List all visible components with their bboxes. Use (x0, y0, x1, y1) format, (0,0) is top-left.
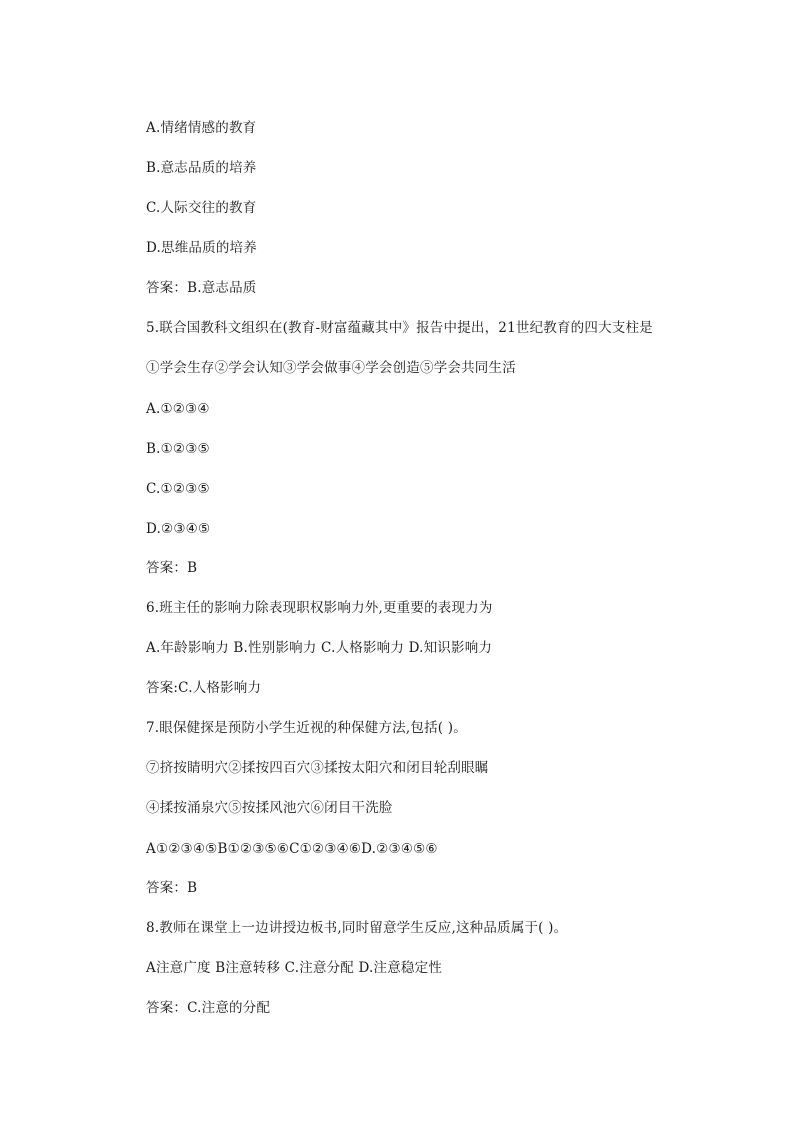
q6-question: 6.班主任的影响力除表现职权影响力外,更重要的表现力为 (146, 600, 493, 616)
q4-option-c: C.人际交往的教育 (146, 200, 257, 216)
q5-option-d: D.②③④⑤ (146, 521, 211, 537)
q4-option-b: B.意志品质的培养 (146, 160, 257, 176)
q5-question: 5.联合国教科文组织在(教育-财富蕴藏其中》报告中提出，21世纪教育的四大支柱是 (146, 320, 653, 336)
q4-option-a: A.情绪情感的教育 (146, 120, 257, 136)
q8-options: A注意广度 B注意转移 C.注意分配 D.注意稳定性 (146, 960, 443, 976)
q7-items-2: ④揉按涌泉穴⑤按揉风池穴⑥闭目干洗脸 (146, 800, 393, 816)
q4-answer: 答案：B.意志品质 (146, 280, 257, 296)
q4-option-d: D.思维品质的培养 (146, 240, 257, 256)
q5-items: ①学会生存②学会认知③学会做事④学会创造⑤学会共同生活 (146, 360, 516, 376)
q7-answer: 答案：B (146, 880, 198, 896)
q8-answer: 答案：C.注意的分配 (146, 1000, 271, 1016)
q5-option-a: A.①②③④ (146, 401, 210, 417)
q5-option-c: C.①②③⑤ (146, 481, 210, 497)
q8-question: 8.教师在课堂上一边讲授边板书,同时留意学生反应,这种品质属于( )。 (146, 920, 568, 936)
q7-items-1: ⑦挤按睛明穴②揉按四百穴③揉按太阳穴和闭目轮刮眼瞩 (146, 760, 489, 776)
q6-answer: 答案:C.人格影响力 (146, 680, 262, 696)
q7-options: A①②③④⑤B①②③⑤⑥C①②③④⑥D.②③④⑤⑥ (146, 841, 438, 857)
q5-option-b: B.①②③⑤ (146, 441, 210, 457)
q7-question: 7.眼保健探是预防小学生近视的种保健方法,包括( )。 (146, 720, 467, 736)
q5-answer: 答案：B (146, 560, 198, 576)
q6-options: A.年龄影响力 B.性别影响力 C.人格影响力 D.知识影响力 (146, 640, 493, 656)
